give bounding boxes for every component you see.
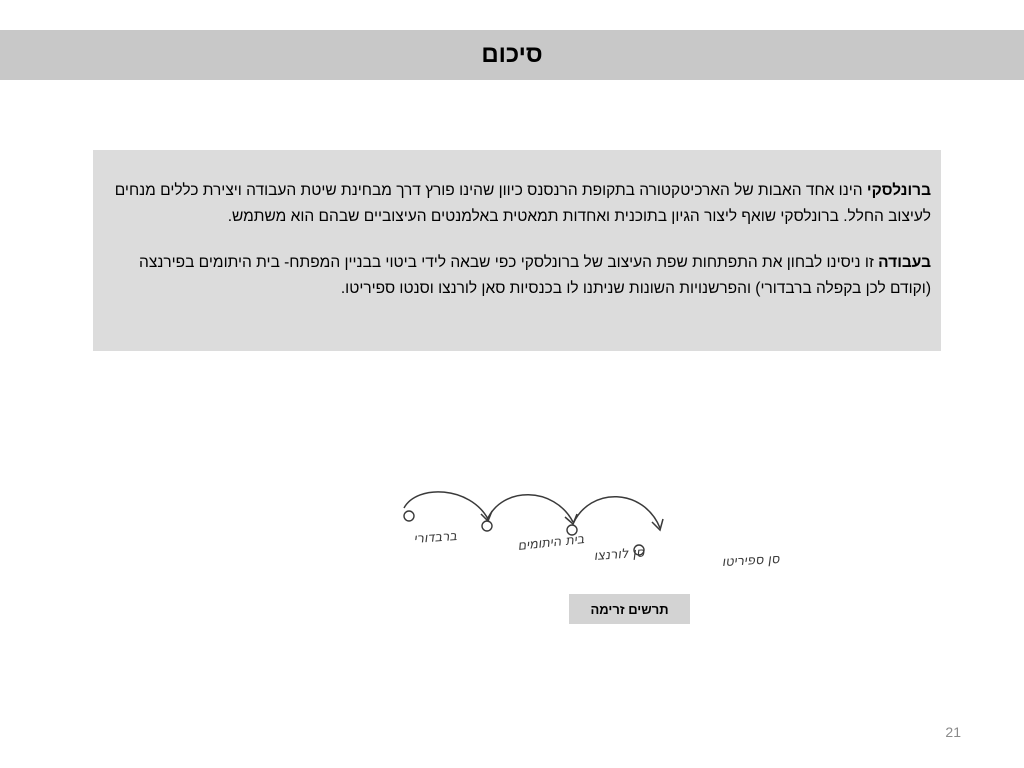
node-circle-2 [482,521,492,531]
arc-arrow-2 [487,495,573,522]
paragraph-work [105,250,931,302]
paragraph-2-lead: בעבודה [878,254,931,271]
slide-title: סיכום [481,41,543,68]
caption-text: תרשים זרימה [590,601,669,617]
paragraph-brunelleschi [105,178,931,230]
sketch-label-san-lorenzo: סן לורנצו [593,545,645,564]
title-bar [0,30,1024,80]
sketch-label-orphanage: בית היתומים [516,532,586,554]
paragraph-1-body: הינו אחד האבות של הארכיטקטורה בתקופת הרנסנס כיוון שהינו פורץ דרך מבחינת שיטת העבודה ויצירת כללים מנחים לעיצוב החלל. ברונלסקי שואף ליצור הגיון בתוכנית ואחדות תמאטית באלמנטים העיצוביים שבהם הוא משתמש. [114,182,931,225]
node-circle-1 [404,511,414,521]
caption-box [569,594,690,624]
paragraph-1-lead: ברונלסקי [866,182,931,199]
arc-arrow-1 [404,492,488,519]
sketch-label-barbadori: ברבדורי [413,529,458,547]
arrow-head-3 [652,519,663,530]
flow-sketch-drawing [362,488,780,578]
arc-arrow-3 [573,497,660,528]
sketch-label-santo-spirito: סן ספיריטו [721,551,780,570]
summary-text-box [93,150,941,351]
paragraph-2-body: זו ניסינו לבחון את התפתחות שפת העיצוב של ברונלסקי כפי שבאה לידי ביטוי בבניין המפתח- בית היתומים בפירנצה (וקודם לכן בקפלה ברבדורי) והפרשנויות השונות שניתנו לו בכנסיות סאן לורנצו וסנטו ספיריטו. [139,254,931,297]
flow-sketch [362,488,780,578]
page-number: 21 [945,724,961,740]
